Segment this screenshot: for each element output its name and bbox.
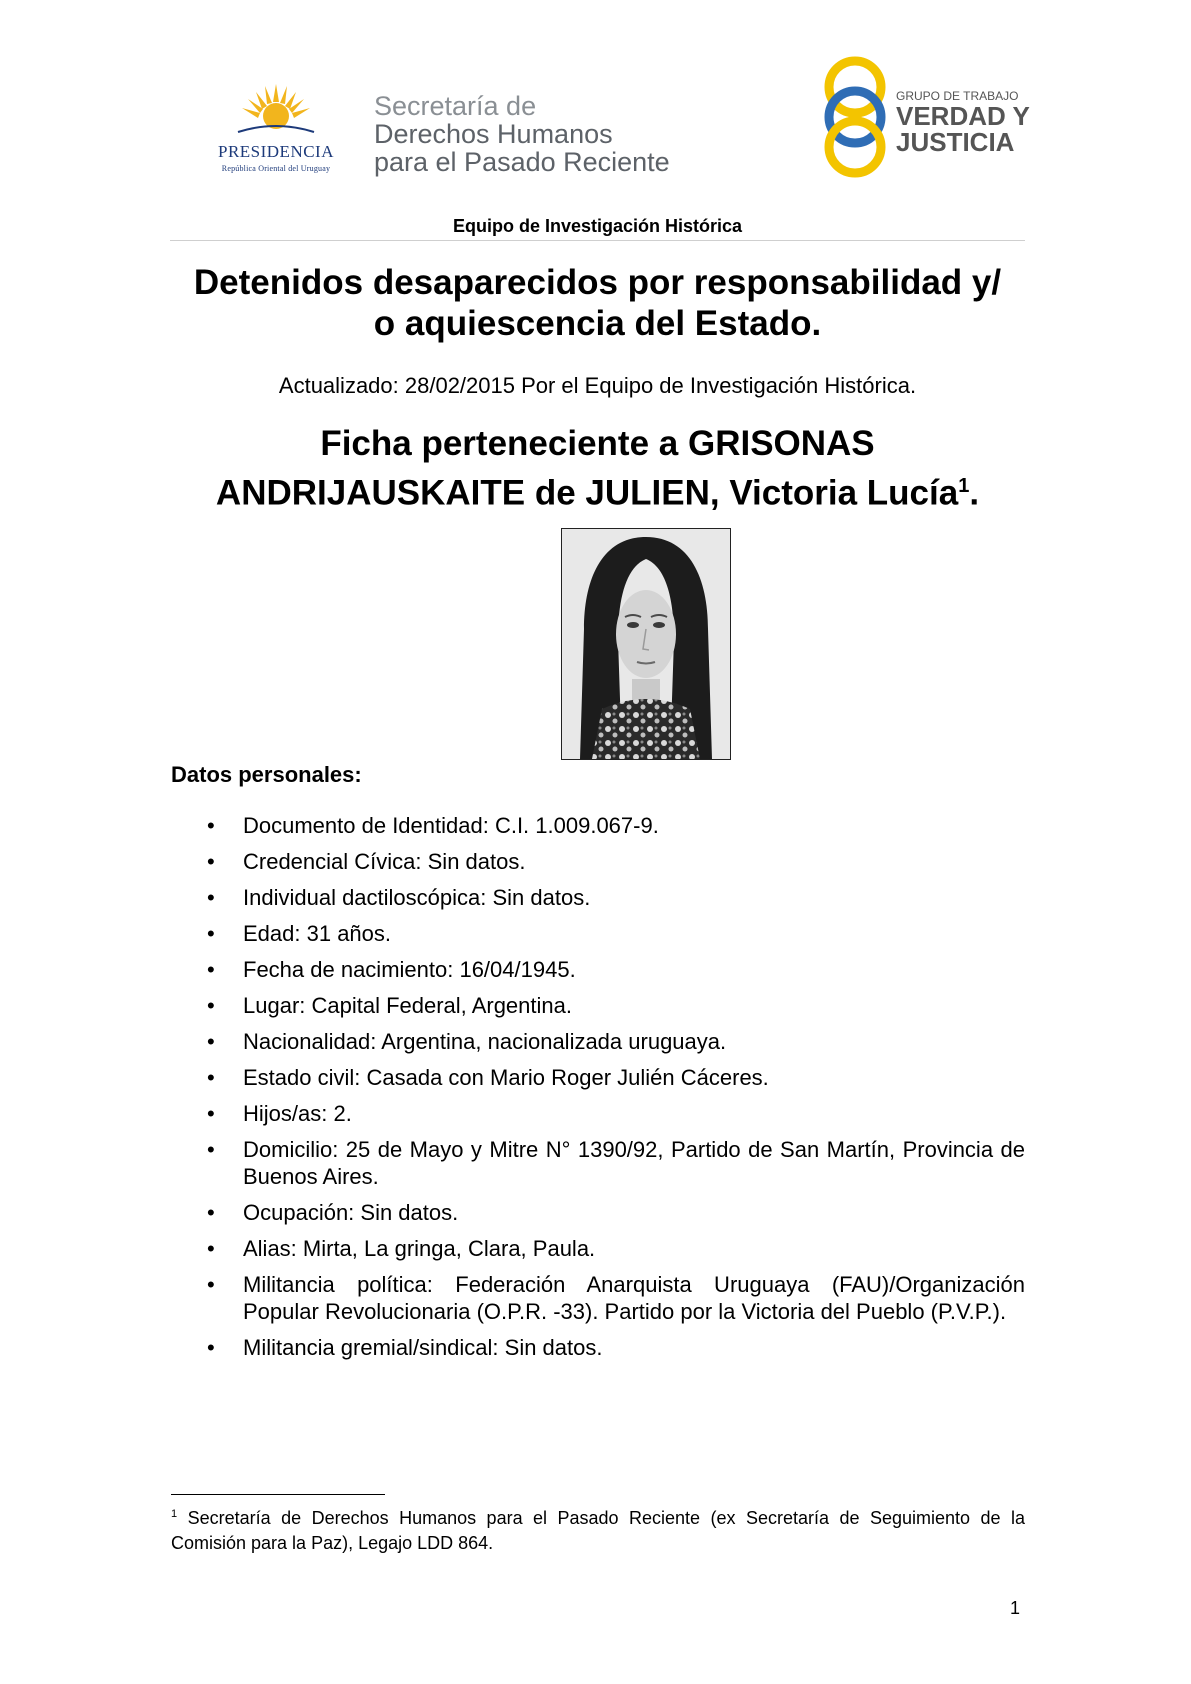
- list-item: • Domicilio: 25 de Mayo y Mitre N° 1390/92, Partido de San Martín, Provincia de Buenos Aires.: [171, 1136, 1025, 1190]
- secretaria-logo-line1: Secretaría de: [374, 91, 537, 121]
- list-item: • Edad: 31 años.: [171, 920, 1025, 947]
- secretaria-logo-line3: para el Pasado Reciente: [374, 147, 670, 177]
- presidencia-wordmark: PRESIDENCIA: [217, 142, 334, 161]
- sun-icon: [236, 82, 316, 142]
- list-item: • Fecha de nacimiento: 16/04/1945.: [171, 956, 1025, 983]
- file-title: [170, 423, 1025, 515]
- portrait-photo: [561, 528, 731, 760]
- presidencia-subtitle: República Oriental del Uruguay: [221, 164, 331, 173]
- verdad-justicia-logo-line2: VERDAD Y: [896, 101, 1030, 131]
- verdad-justicia-logo-line1: GRUPO DE TRABAJO: [896, 89, 1019, 103]
- header-divider: [170, 240, 1025, 241]
- verdad-justicia-logo-line3: JUSTICIA: [896, 127, 1015, 157]
- footnote-ref[interactable]: 1: [958, 475, 970, 497]
- list-item: • Lugar: Capital Federal, Argentina.: [171, 992, 1025, 1019]
- page-number: 1: [1010, 1598, 1021, 1618]
- team-header: Equipo de Investigación Histórica: [452, 216, 743, 236]
- portrait-image: [562, 529, 730, 759]
- list-item: • Individual dactiloscópica: Sin datos.: [171, 884, 1025, 911]
- secretaria-logo-line2: Derechos Humanos: [374, 119, 613, 149]
- list-item: • Militancia política: Federación Anarquista Uruguaya (FAU)/Organización Popular Revolucionaria (O.P.R. -33). Partido por la Victoria del Pueblo (P.V.P.).: [171, 1271, 1025, 1325]
- list-item: • Nacionalidad: Argentina, nacionalizada uruguaya.: [171, 1028, 1025, 1055]
- list-item: • Hijos/as: 2.: [171, 1100, 1025, 1127]
- section-heading: Datos personales:: [171, 762, 362, 787]
- footnote-text: Secretaría de Derechos Humanos para el Pasado Reciente (ex Secretaría de Seguimiento de la Comisión para la Paz), Legajo LDD 864.: [171, 1508, 1025, 1553]
- file-title-period: .: [969, 473, 980, 513]
- list-item: • Ocupación: Sin datos.: [171, 1199, 1025, 1226]
- updated-line: Actualizado: 28/02/2015 Por el Equipo de Investigación Histórica.: [278, 373, 917, 398]
- list-item: • Documento de Identidad: C.I. 1.009.067-9.: [171, 812, 1025, 839]
- secretaria-logo: [374, 92, 704, 176]
- list-item: • Credencial Cívica: Sin datos.: [171, 848, 1025, 875]
- rings-icon: [820, 55, 890, 180]
- list-item: • Militancia gremial/sindical: Sin datos.: [171, 1334, 1025, 1361]
- document-title-line2: o aquiescencia del Estado.: [373, 304, 822, 343]
- file-title-name: ANDRIJAUSKAITE de JULIEN, Victoria Lucía: [215, 473, 959, 513]
- personal-data-list: [171, 812, 1025, 1370]
- verdad-justicia-logo: [820, 55, 1030, 180]
- list-item: • Alias: Mirta, La gringa, Clara, Paula.: [171, 1235, 1025, 1262]
- file-title-line2: [170, 465, 1025, 515]
- document-title: [170, 262, 1025, 344]
- footnote-number: 1: [171, 1508, 178, 1520]
- file-title-line1: Ficha perteneciente a GRISONAS: [320, 424, 875, 463]
- presidencia-logo: [196, 82, 356, 178]
- list-item: • Estado civil: Casada con Mario Roger Julién Cáceres.: [171, 1064, 1025, 1091]
- footnote: [171, 1502, 1025, 1556]
- footnote-divider: [171, 1494, 385, 1495]
- document-title-line1: Detenidos desaparecidos por responsabilidad y/: [193, 263, 1002, 302]
